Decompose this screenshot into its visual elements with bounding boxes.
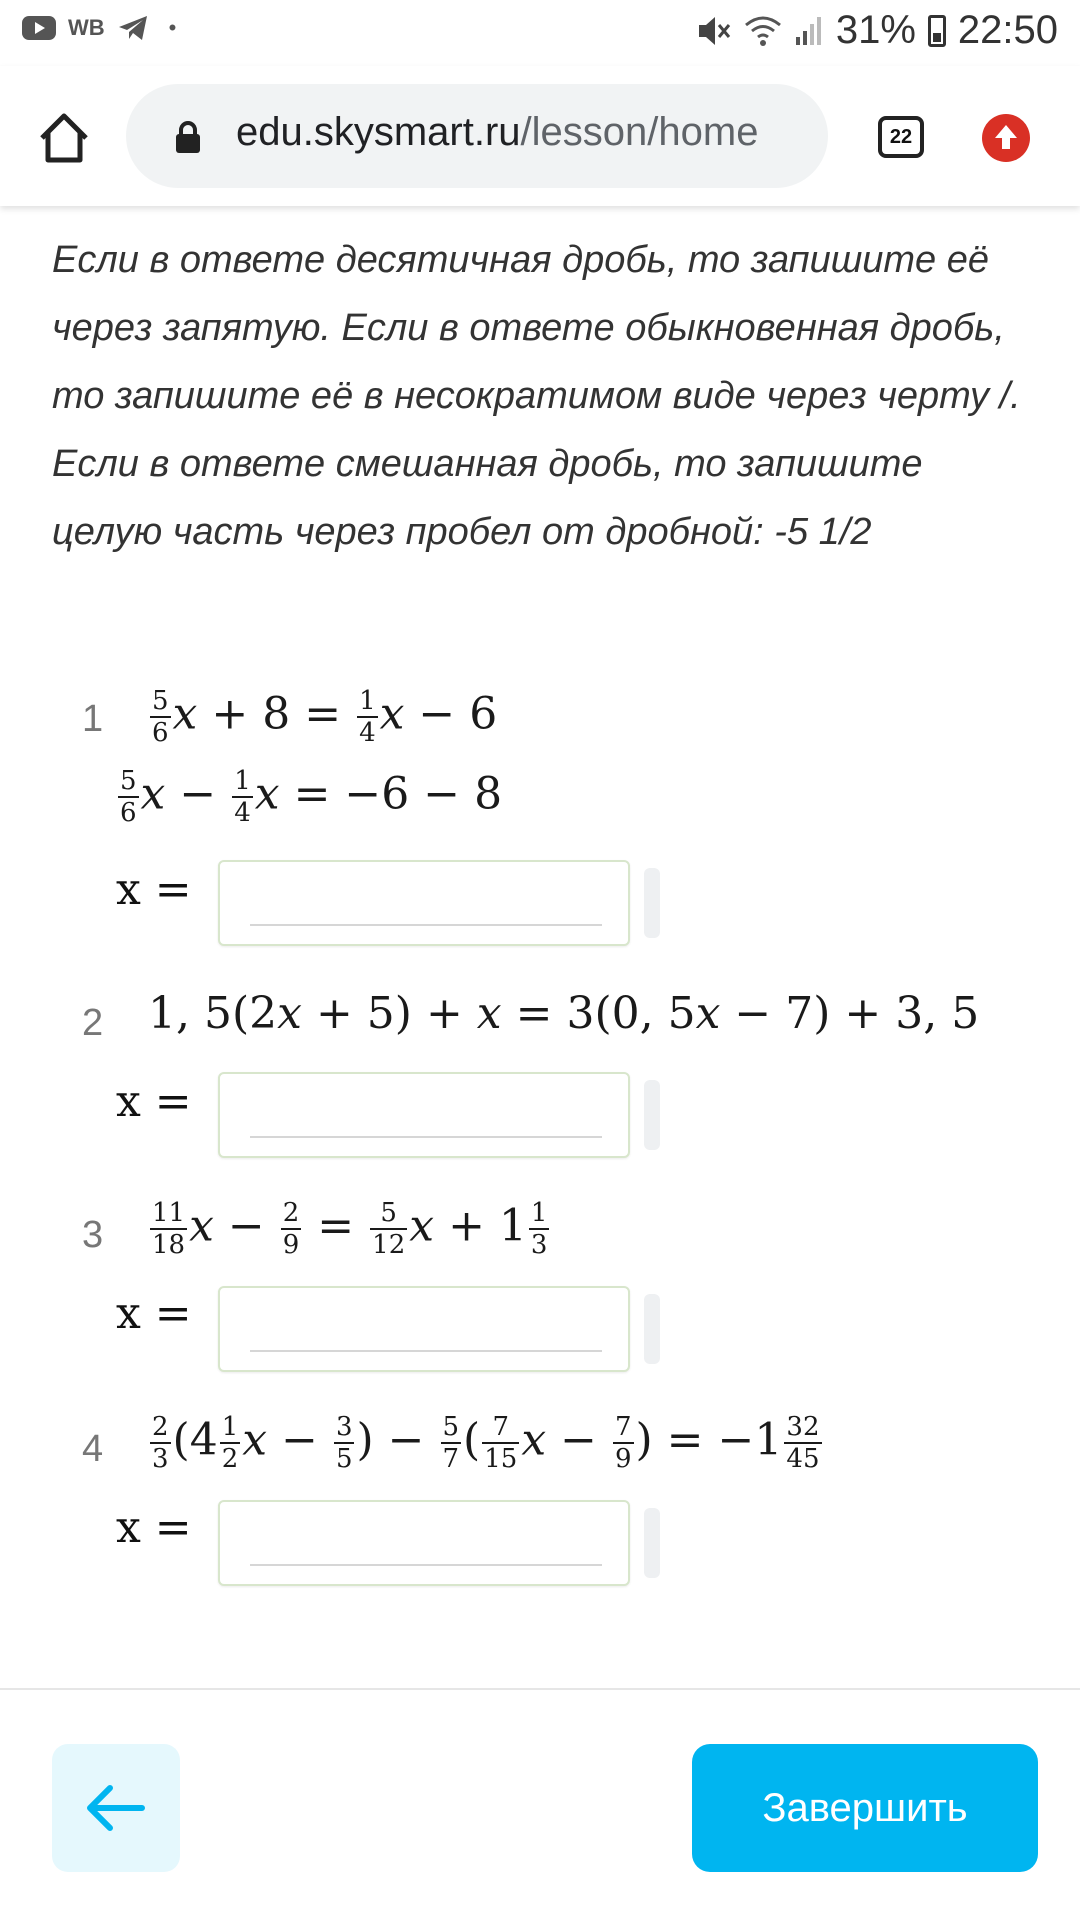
status-bar xyxy=(0,0,1080,66)
equation-line: $\frac{5}{6}$ x + 8 = $\frac{1}{4}$ x − 6 xyxy=(152,686,498,748)
tab-switcher-button[interactable]: 22 xyxy=(878,116,924,158)
answer-side-handle xyxy=(644,1294,660,1364)
answer-label: x = xyxy=(116,1288,192,1339)
equation-line: $\frac{2}{3}$ (4 $\frac{1}{2}$ x − $\frac{3}{5}$ ) − $\frac{5}{7}$ ( $\frac{7}{15}$ x − $\frac{7}{9}$ ) = −1 $\frac{32}{45}$ xyxy=(152,1412,820,1474)
task-number: 1 xyxy=(82,698,104,740)
update-button[interactable] xyxy=(982,114,1030,162)
arrow-left-icon xyxy=(52,1744,180,1872)
back-button[interactable] xyxy=(52,1744,180,1872)
url-domain: edu.skysmart.ru xyxy=(236,110,521,154)
finish-button[interactable]: Завершить xyxy=(692,1744,1038,1872)
signal-icon xyxy=(794,15,824,47)
footer-divider xyxy=(0,1688,1080,1690)
answer-input[interactable] xyxy=(218,860,630,946)
mute-icon xyxy=(696,14,732,48)
home-icon[interactable] xyxy=(34,108,94,168)
task-number: 2 xyxy=(82,1002,104,1044)
youtube-icon xyxy=(22,16,56,40)
answer-input[interactable] xyxy=(218,1286,630,1372)
task-number: 3 xyxy=(82,1214,104,1256)
browser-toolbar xyxy=(0,66,1080,206)
notification-dot: • xyxy=(168,15,177,40)
address-bar[interactable] xyxy=(126,84,828,188)
battery-percent: 31% xyxy=(835,8,916,52)
url-path: /lesson/home xyxy=(520,110,759,154)
status-right xyxy=(696,8,1058,53)
answer-side-handle xyxy=(644,1080,660,1150)
answer-input[interactable] xyxy=(218,1072,630,1158)
arrow-up-icon xyxy=(982,114,1030,162)
wb-icon: WB xyxy=(68,15,105,40)
instructions-text: Если в ответе десятичная дробь, то запишите её через запятую. Если в ответе обыкновенная дробь, то запишите её в несократимом виде через черту /. Если в ответе смешанная дробь, то запишите целую часть через пробел от дробной: -5 1/2 xyxy=(52,239,1021,553)
lock-icon xyxy=(174,120,202,154)
wifi-icon xyxy=(744,15,782,47)
equation-line: $\frac{11}{18}$ x − $\frac{2}{9}$ = $\frac{5}{12}$ x + 1 $\frac{1}{3}$ xyxy=(152,1198,548,1260)
battery-icon xyxy=(928,15,946,47)
status-left xyxy=(22,14,176,42)
answer-input[interactable] xyxy=(218,1500,630,1586)
answer-label: x = xyxy=(116,1502,192,1553)
answer-side-handle xyxy=(644,1508,660,1578)
answer-label: x = xyxy=(116,864,192,915)
task-number: 4 xyxy=(82,1428,104,1470)
answer-side-handle xyxy=(644,868,660,938)
equation-line: 1, 5(2x + 5) + x = 3(0, 5x − 7) + 3, 5 xyxy=(148,988,980,1039)
equation-line: $\frac{5}{6}$ x − $\frac{1}{4}$ x = −6 − 8 xyxy=(120,766,503,828)
clock: 22:50 xyxy=(957,8,1058,52)
telegram-icon xyxy=(117,14,149,42)
answer-label: x = xyxy=(116,1076,192,1127)
url-text xyxy=(236,110,758,155)
